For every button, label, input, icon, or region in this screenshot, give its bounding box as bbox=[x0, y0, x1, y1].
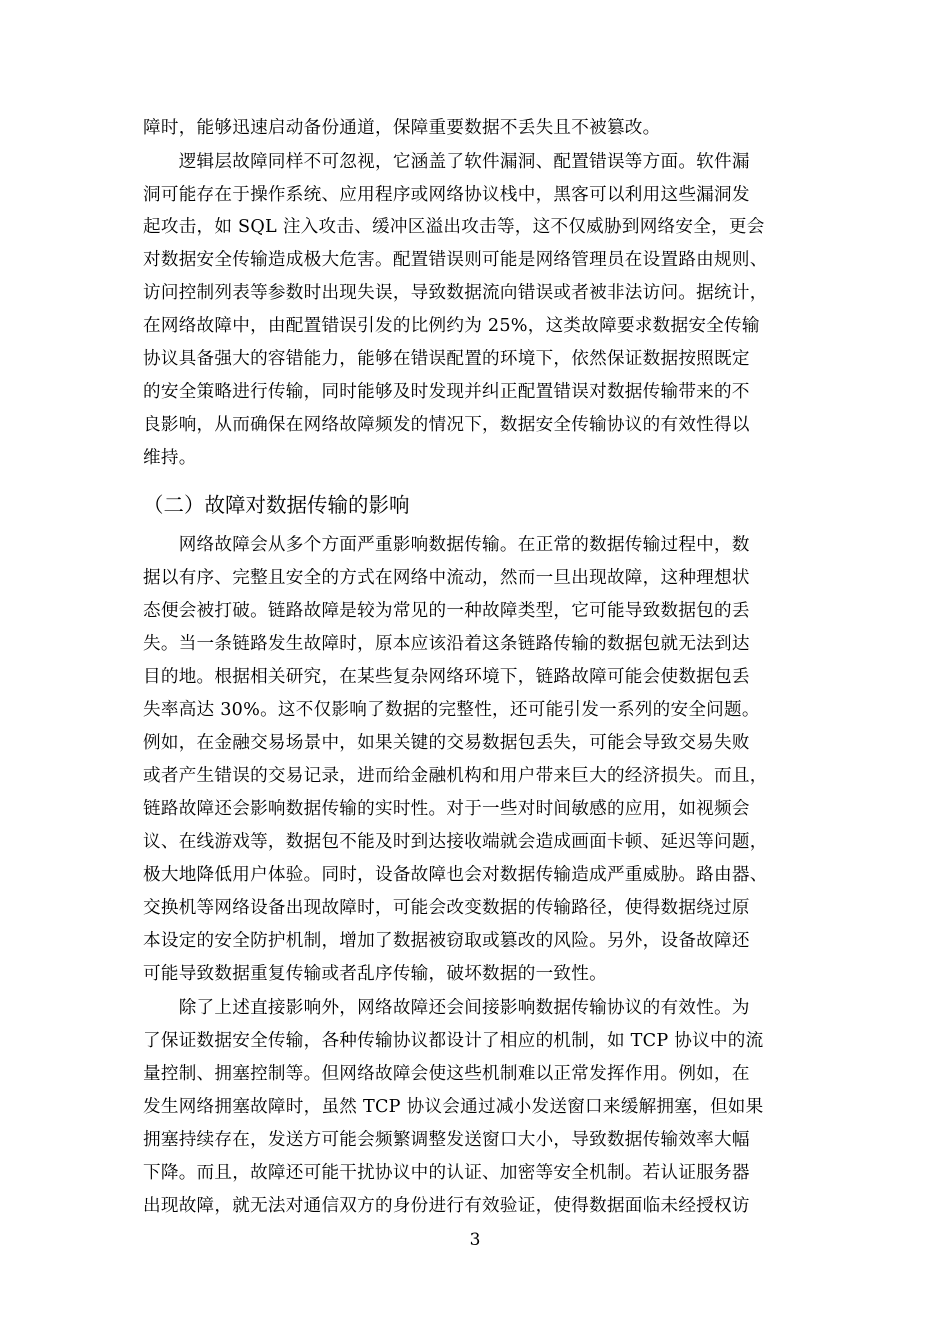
text-line: 对数据安全传输造成极大危害。配置错误则可能是网络管理员在设置路由规则、 bbox=[143, 250, 768, 270]
text-line: 本设定的安全防护机制，增加了数据被窃取或篡改的风险。另外，设备故障还 bbox=[143, 931, 750, 951]
text-line: 访问控制列表等参数时出现失误，导致数据流向错误或者被非法访问。据统计， bbox=[143, 283, 768, 303]
text-line: 逻辑层故障同样不可忽视，它涵盖了软件漏洞、配置错误等方面。软件漏 bbox=[143, 152, 750, 172]
text-line: 障时，能够迅速启动备份通道，保障重要数据不丢失且不被篡改。 bbox=[143, 118, 661, 138]
text-line: 链路故障还会影响数据传输的实时性。对于一些对时间敏感的应用，如视频会 bbox=[143, 799, 750, 819]
text-line: 了保证数据安全传输，各种传输协议都设计了相应的机制，如 TCP 协议中的流 bbox=[143, 1031, 764, 1051]
text-line: 例如，在金融交易场景中，如果关键的交易数据包丢失，可能会导致交易失败 bbox=[143, 733, 750, 753]
text-line: 洞可能存在于操作系统、应用程序或网络协议栈中，黑客可以利用这些漏洞发 bbox=[143, 185, 750, 205]
section-heading: （二）故障对数据传输的影响 bbox=[143, 493, 410, 517]
text-line: 失率高达 30%。这不仅影响了数据的完整性，还可能引发一系列的安全问题。 bbox=[143, 700, 760, 720]
text-line: 良影响，从而确保在网络故障频发的情况下，数据安全传输协议的有效性得以 bbox=[143, 415, 750, 435]
text-line: 失。当一条链路发生故障时，原本应该沿着这条链路传输的数据包就无法到达 bbox=[143, 634, 750, 654]
text-line: 维持。 bbox=[143, 448, 197, 468]
text-line: 极大地降低用户体验。同时，设备故障也会对数据传输造成严重威胁。路由器、 bbox=[143, 865, 768, 885]
text-line: 起攻击，如 SQL 注入攻击、缓冲区溢出攻击等，这不仅威胁到网络安全，更会 bbox=[143, 217, 765, 237]
text-line: 可能导致数据重复传输或者乱序传输，破坏数据的一致性。 bbox=[143, 964, 607, 984]
text-line: 议、在线游戏等，数据包不能及时到达接收端就会造成画面卡顿、延迟等问题， bbox=[143, 832, 768, 852]
page-number: 3 bbox=[469, 1230, 481, 1250]
text-line: 态便会被打破。链路故障是较为常见的一种故障类型，它可能导致数据包的丢 bbox=[143, 601, 750, 621]
text-line: 在网络故障中，由配置错误引发的比例约为 25%，这类故障要求数据安全传输 bbox=[143, 316, 760, 336]
text-line: 据以有序、完整且安全的方式在网络中流动，然而一旦出现故障，这种理想状 bbox=[143, 568, 750, 588]
text-line: 下降。而且，故障还可能干扰协议中的认证、加密等安全机制。若认证服务器 bbox=[143, 1163, 750, 1183]
text-line: 除了上述直接影响外，网络故障还会间接影响数据传输协议的有效性。为 bbox=[143, 998, 750, 1018]
text-line: 或者产生错误的交易记录，进而给金融机构和用户带来巨大的经济损失。而且， bbox=[143, 766, 768, 786]
text-line: 拥塞持续存在，发送方可能会频繁调整发送窗口大小，导致数据传输效率大幅 bbox=[143, 1130, 750, 1150]
text-line: 交换机等网络设备出现故障时，可能会改变数据的传输路径，使得数据绕过原 bbox=[143, 898, 750, 918]
text-line: 出现故障，就无法对通信双方的身份进行有效验证，使得数据面临未经授权访 bbox=[143, 1196, 750, 1216]
text-line: 发生网络拥塞故障时，虽然 TCP 协议会通过减小发送窗口来缓解拥塞，但如果 bbox=[143, 1097, 764, 1117]
text-line: 网络故障会从多个方面严重影响数据传输。在正常的数据传输过程中，数 bbox=[143, 535, 750, 555]
text-line: 的安全策略进行传输，同时能够及时发现并纠正配置错误对数据传输带来的不 bbox=[143, 382, 750, 402]
text-line: 量控制、拥塞控制等。但网络故障会使这些机制难以正常发挥作用。例如，在 bbox=[143, 1064, 750, 1084]
text-line: 目的地。根据相关研究，在某些复杂网络环境下，链路故障可能会使数据包丢 bbox=[143, 667, 750, 687]
text-line: 协议具备强大的容错能力，能够在错误配置的环境下，依然保证数据按照既定 bbox=[143, 349, 750, 369]
